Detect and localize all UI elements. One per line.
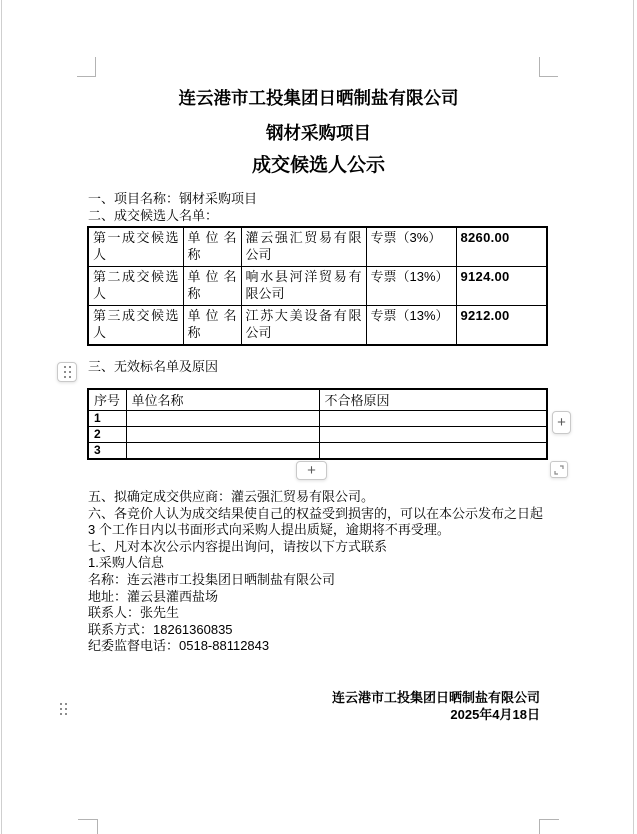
- section-3-heading: 三、无效标名单及原因: [88, 359, 219, 374]
- add-row-button[interactable]: [296, 461, 327, 480]
- margin-mark-bottom-right: [539, 819, 559, 834]
- candidates-table: [87, 226, 548, 346]
- margin-mark-bottom-left: [78, 819, 98, 834]
- paragraph-line: 七、凡对本次公示内容提出询问，请按以下方式联系: [88, 538, 388, 554]
- signature-date: 2025年4月18日: [450, 707, 540, 722]
- plus-icon: +: [557, 413, 566, 431]
- invalid-header-no[interactable]: 序号: [88, 389, 126, 411]
- invalid-reason-cell[interactable]: [319, 427, 547, 443]
- paragraph-line: 六、各竞价人认为成交结果使自己的权益受到损害的，可以在本公示发布之日起: [88, 505, 544, 521]
- invalid-company-cell[interactable]: [126, 411, 319, 427]
- doc-title-company: 连云港市工投集团日晒制盐有限公司: [178, 88, 459, 108]
- doc-title-announcement: 成交候选人公示: [251, 155, 385, 176]
- invalid-reason-cell[interactable]: [319, 443, 547, 460]
- table-row: [88, 427, 547, 443]
- signature-company: 连云港市工投集团日晒制盐有限公司: [331, 690, 540, 705]
- paragraph-line: 联系方式：18261360835: [88, 621, 233, 637]
- invalid-no-cell[interactable]: 3: [88, 443, 126, 460]
- paragraph-line: 五、拟确定成交供应商：灌云强汇贸易有限公司。: [88, 489, 375, 504]
- paragraph-drag-handle[interactable]: [60, 703, 62, 705]
- paragraph-line: 3 个工作日内以书面形式向采购人提出质疑，逾期将不再受理。: [88, 522, 450, 538]
- table-header-row: [88, 389, 547, 411]
- candidate-amount-cell[interactable]: 8260.00: [456, 227, 547, 267]
- candidate-company-cell[interactable]: 江苏大美设备有限公司: [241, 306, 366, 346]
- candidate-field-label-cell[interactable]: 单位名称: [183, 227, 241, 267]
- paragraph-line: 纪委监督电话：0518-88112843: [88, 638, 270, 654]
- candidate-invoice-cell[interactable]: 专票（13%）: [366, 267, 456, 306]
- candidate-rank-cell[interactable]: 第二成交候选人: [88, 267, 183, 306]
- candidate-invoice-cell[interactable]: 专票（3%）: [366, 227, 456, 267]
- margin-mark-top-left: [77, 57, 96, 77]
- candidate-amount-cell[interactable]: 9124.00: [456, 267, 547, 306]
- drag-dots-icon: [64, 366, 66, 368]
- candidate-rank-cell[interactable]: 第一成交候选人: [88, 227, 183, 267]
- body-paragraphs: [88, 489, 558, 655]
- table-drag-handle-button[interactable]: [57, 362, 77, 382]
- invalid-header-reason[interactable]: 不合格原因: [319, 389, 547, 411]
- section-2-heading: 二、成交候选人名单：: [88, 207, 219, 223]
- invalid-reason-cell[interactable]: [319, 411, 547, 427]
- invalid-header-company[interactable]: 单位名称: [126, 389, 319, 411]
- candidate-field-label-cell[interactable]: 单位名称: [183, 267, 241, 306]
- table-row: [88, 267, 547, 306]
- invalid-bids-table: [87, 388, 548, 460]
- section-1-heading: 一、项目名称：钢材采购项目: [88, 191, 258, 206]
- candidate-company-cell[interactable]: 响水县河洋贸易有限公司: [241, 267, 366, 306]
- doc-title-project: 钢材采购项目: [266, 123, 371, 143]
- table-row: [88, 227, 547, 267]
- paragraph-line: 地址：灌云县灌西盐场: [88, 588, 219, 604]
- candidate-rank-cell[interactable]: 第三成交候选人: [88, 306, 183, 346]
- add-column-button[interactable]: [552, 411, 571, 434]
- candidate-invoice-cell[interactable]: 专票（13%）: [366, 306, 456, 346]
- invalid-company-cell[interactable]: [126, 427, 319, 443]
- invalid-company-cell[interactable]: [126, 443, 319, 460]
- margin-mark-top-right: [539, 57, 558, 77]
- candidate-amount-cell[interactable]: 9212.00: [456, 306, 547, 346]
- table-row: [88, 306, 547, 346]
- signature-block: [332, 689, 540, 723]
- table-row: [88, 411, 547, 427]
- section-headings: [88, 191, 257, 224]
- paragraph-line: 名称：连云港市工投集团日晒制盐有限公司: [88, 571, 336, 587]
- invalid-no-cell[interactable]: 1: [88, 411, 126, 427]
- candidate-field-label-cell[interactable]: 单位名称: [183, 306, 241, 346]
- expand-table-button[interactable]: [550, 461, 568, 478]
- invalid-no-cell[interactable]: 2: [88, 427, 126, 443]
- table-row: [88, 443, 547, 460]
- candidate-company-cell[interactable]: 灌云强汇贸易有限公司: [241, 227, 366, 267]
- expand-icon: [553, 464, 565, 476]
- paragraph-line: 联系人：张先生: [88, 605, 180, 621]
- paragraph-line: 1.采购人信息: [88, 555, 164, 571]
- plus-icon: +: [307, 461, 316, 479]
